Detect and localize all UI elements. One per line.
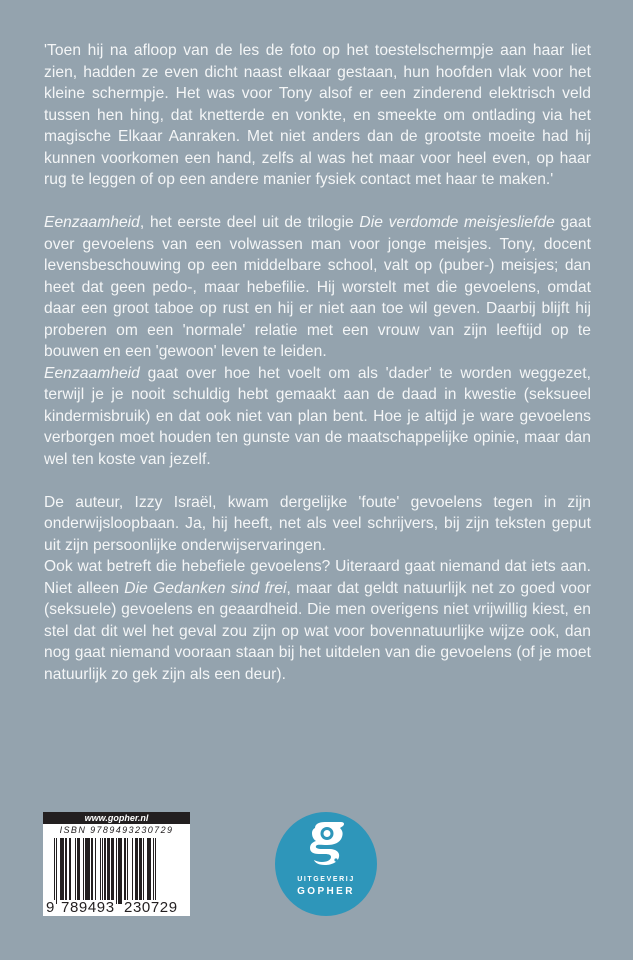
closing-text: Ook wat betreft die hebefiele gevoelens? Uiteraard gaat niemand dat iets aan. Niet alleen [44,558,591,597]
closing-text: , maar dat geldt natuurlijk net zo goed voor (seksuele) gevoelens en geaardheid. Die men overigens niet vrijwillig kiest, en stel dat dit wel het geval zou zijn op wat voor bovennatuurlijke wijze ook, dan nog gaat niemand vooraan staan bij het uitdelen van die gevoelens (of je moet natuurlijk zo gek zijn als een deur). [44,579,591,683]
paragraph-gap [44,191,591,213]
theme-text: gaat over hoe het voelt om als 'dader' te worden weggezet, terwijl je je nooit schuldig hebt gemaakt aan de daad in kwestie (seksueel kindermisbruik) en dat ook niet van plan bent. Hoe je altijd je ware gevoelens verborgen moet houden ten gunste van de maatschappelijke opinie, maar dan wel ten koste van jezelf. [44,364,591,468]
barcode-digit-first: 9 [46,899,55,916]
synopsis-paragraph [44,212,591,363]
gopher-g-logo-icon [307,822,347,866]
publisher-name-line1: UITGEVERIJ [297,876,355,883]
isbn-barcode [43,812,190,916]
back-cover-blurb [44,40,591,685]
publisher-name-line2: GOPHER [297,886,355,897]
book-title: Eenzaamheid [44,364,140,382]
book-title: Eenzaamheid [44,214,140,231]
paragraph-gap [44,470,591,492]
closing-paragraph [44,556,591,685]
series-title: Die verdomde meisjesliefde [359,214,555,231]
quote-paragraph: 'Toen hij na afloop van de les de foto op het toestelschermpje aan haar liet zien, hadden ze even dicht naast elkaar gestaan, hun hoofden vlak voor het kleine schermpje. Het was voor Tony alsof er een zinderend elektrisch veld tussen hen hing, dat knetterde en vonkte, en smeekte om ontlading via het magische Elkaar Aanraken. Met niet anders dan de grootste moeite had hij kunnen voorkomen een hand, zelfs al was het maar voor heel even, op haar rug te leggen of op een andere manier fysiek contact met haar te maken.' [44,42,591,188]
author-paragraph: De auteur, Izzy Israël, kwam dergelijke 'foute' gevoelens tegen in zijn onderwijsloopbaan. Ja, hij heeft, net als veel schrijvers, bij zijn teksten geput uit zijn persoonlijke onderwijservaringen. [44,493,591,554]
theme-paragraph [44,363,591,471]
publisher-logo [275,812,377,916]
barcode-digits-left: 789493 [61,899,115,916]
publisher-url: www.gopher.nl [43,812,190,824]
song-title: Die Gedanken sind frei [124,579,287,597]
barcode-digits [43,900,190,916]
synopsis-text: , het eerste deel uit de trilogie [139,214,360,231]
barcode-bars [54,838,186,904]
barcode-bar [155,838,156,904]
barcode-digits-right: 230729 [124,899,178,916]
synopsis-text: gaat over gevoelens van een volwassen man voor jonge meisjes. Tony, docent levensbeschouwing op een middelbare school, valt op (puber-) meisjes; dan heet dat geen pedo-, maar hebefilie. Hij worstelt met die gevoelens, omdat daar een groot taboe op rust en hij er niet aan toe wil geven. Daarbij blijft hij proberen om een 'normale' relatie met een vrouw van zijn leeftijd op te bouwen en een 'gewoon' leven te leiden. [44,214,592,360]
isbn-label: ISBN 9789493230729 [59,825,174,835]
